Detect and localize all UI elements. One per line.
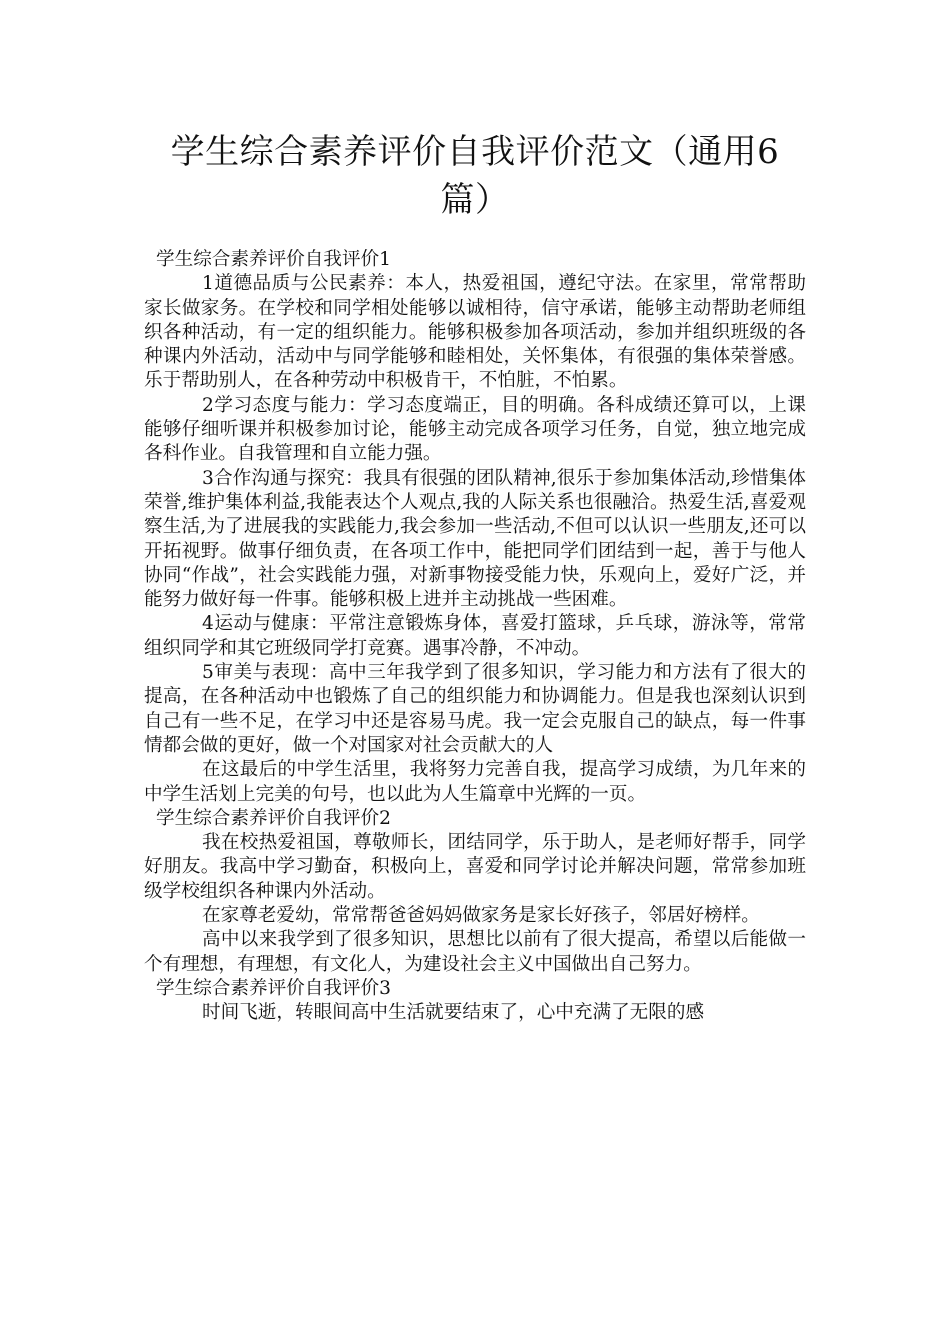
- paragraph: 1道德品质与公民素养：本人，热爱祖国，遵纪守法。在家里，常常帮助家长做家务。在学校和同学相处能够以诚相待，信守承诺，能够主动帮助老师组织各种活动，有一定的组织能力。能够积极参加各项活动，参加并组织班级的各种课内外活动，活动中与同学能够和睦相处，关怀集体，有很强的集体荣誉感。乐于帮助别人，在各种劳动中积极肯干，不怕脏，不怕累。: [144, 273, 806, 392]
- document-body: [144, 248, 806, 1026]
- section-heading: 学生综合素养评价自我评价1: [156, 249, 391, 270]
- paragraph: 4运动与健康：平常注意锻炼身体，喜爱打篮球，乒乓球，游泳等，常常组织同学和其它班级同学打竞赛。遇事冷静，不冲动。: [144, 613, 806, 659]
- paragraph: 在这最后的中学生活里，我将努力完善自我，提高学习成绩，为几年来的中学生活划上完美的句号，也以此为人生篇章中光辉的一页。: [144, 759, 806, 805]
- paragraph: 时间飞逝，转眼间高中生活就要结束了，心中充满了无限的感: [202, 1002, 705, 1024]
- document-title: 学生综合素养评价自我评价范文（通用6篇）: [170, 132, 780, 220]
- section-heading: 学生综合素养评价自我评价3: [156, 977, 391, 999]
- paragraph: 3合作沟通与探究：我具有很强的团队精神,很乐于参加集体活动,珍惜集体荣誉,维护集体利益,我能表达个人观点,我的人际关系也很融洽。热爱生活,喜爱观察生活,为了进展我的实践能力,我会参加一些活动,不但可以认识一些朋友,还可以开拓视野。做事仔细负责，在各项工作中，能把同学们团结到一起，善于与他人协同“作战”，社会实践能力强，对新事物接受能力快，乐观向上，爱好广泛，并能努力做好每一件事。能够积极上进并主动挑战一些困难。: [144, 467, 806, 611]
- paragraph: 在家尊老爱幼，常常帮爸爸妈妈做家务是家长好孩子，邻居好榜样。: [202, 905, 760, 927]
- paragraph: 高中以来我学到了很多知识，思想比以前有了很大提高，希望以后能做一个有理想，有理想，有文化人，为建设社会主义中国做出自己努力。: [144, 929, 806, 975]
- paragraph: 我在校热爱祖国，尊敬师长，团结同学，乐于助人，是老师好帮手，同学好朋友。我高中学习勤奋，积极向上，喜爱和同学讨论并解决问题，常常参加班级学校组织各种课内外活动。: [144, 832, 806, 902]
- paragraph: 2学习态度与能力：学习态度端正，目的明确。各科成绩还算可以，上课能够仔细听课并积极参加讨论，能够主动完成各项学习任务，自觉，独立地完成各科作业。自我管理和自立能力强。: [144, 394, 806, 465]
- section-heading: 学生综合素养评价自我评价2: [156, 807, 391, 829]
- paragraph: 5审美与表现：高中三年我学到了很多知识，学习能力和方法有了很大的提高，在各种活动中也锻炼了自己的组织能力和协调能力。但是我也深刻认识到自己有一些不足，在学习中还是容易马虎。我一定会克服自己的缺点，每一件事情都会做的更好，做一个对国家对社会贡献大的人: [144, 662, 806, 756]
